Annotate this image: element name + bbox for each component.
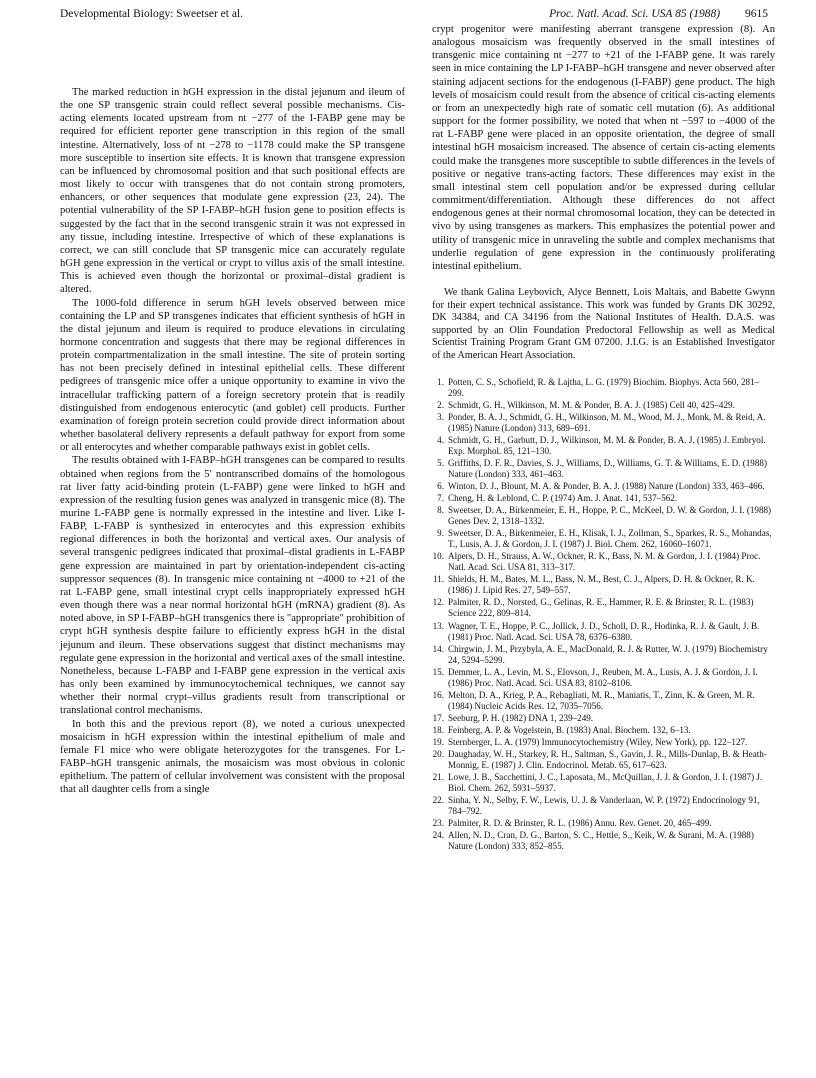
reference-item	[432, 435, 775, 457]
reference-number: 5.	[437, 457, 444, 468]
reference-number: 16.	[432, 689, 444, 700]
reference-number: 15.	[432, 666, 444, 677]
reference-number: 21.	[432, 772, 444, 783]
reference-number: 20.	[432, 749, 444, 760]
reference-item	[432, 830, 775, 852]
reference-text: Seeburg, P. H. (1982) DNA 1, 239–249.	[448, 712, 594, 723]
reference-item	[432, 400, 775, 411]
reference-item	[432, 621, 775, 643]
reference-number: 18.	[432, 724, 444, 735]
running-head-journal	[549, 8, 768, 20]
reference-number: 22.	[432, 795, 444, 806]
reference-text: Shields, H. M., Bates, M. L., Bass, N. M., Best, C. J., Alpers, D. H. & Ockner, R. K. (1986) J. Lipid Res. 27, 549–557.	[448, 574, 755, 596]
reference-item	[432, 713, 775, 724]
reference-text: Palmiter, R. D. & Brinster, R. L. (1986) Annu. Rev. Genet. 20, 465–499.	[448, 818, 712, 829]
acknowledgment: We thank Galina Leybovich, Alyce Bennett, Lois Maltais, and Babette Gwynn for their expert technical assistance. This work was funded by Grants DK 30292, DK 34384, and CA 34196 from the National Institutes of Health. D.A.S. was supported by an Olin Foundation Predoctoral Fellowship as well as Medical Scientist Training Program Grant GM 07200. J.I.G. is an Established Investigator of the American Heart Association.	[432, 286, 775, 361]
reference-number: 8.	[437, 505, 444, 516]
reference-text: Wagner, T. E., Hoppe, P. C., Jollick, J. D., Scholl, D. R., Hodinka, R. J. & Gault, J. B. (1981) Proc. Natl. Acad. Sci. USA 78, 6376–6380.	[448, 620, 760, 642]
reference-number: 10.	[432, 551, 444, 562]
reference-item	[432, 505, 775, 527]
running-head-section: Developmental Biology: Sweetser et al.	[60, 8, 243, 20]
reference-number: 19.	[432, 736, 444, 747]
reference-item	[432, 412, 775, 434]
reference-number: 23.	[432, 818, 444, 829]
right-column	[432, 23, 775, 853]
reference-item	[432, 458, 775, 480]
reference-text: Sweetser, D. A., Birkenmeier, E. H., Hoppe, P. C., McKeel, D. W. & Gordon, J. I. (1988) Genes Dev. 2, 1318–1332.	[448, 505, 772, 527]
reference-item	[432, 377, 775, 399]
reference-item	[432, 725, 775, 736]
reference-number: 24.	[432, 830, 444, 841]
reference-number: 9.	[437, 528, 444, 539]
reference-item	[432, 644, 775, 666]
reference-item	[432, 667, 775, 689]
reference-text: Melton, D. A., Krieg, P. A., Rebagliati, M. R., Maniatis, T., Zinn, K. & Green, M. R. (1984) Nucleic Acids Res. 12, 7035–7056.	[448, 689, 755, 711]
reference-text: Winton, D. J., Blount, M. A. & Ponder, B. A. J. (1988) Nature (London) 333, 463–466.	[448, 480, 765, 491]
reference-text: Sternberger, L. A. (1979) Immunocytochemistry (Wiley, New York), pp. 122–127.	[448, 736, 748, 747]
reference-number: 14.	[432, 643, 444, 654]
page-number: 9615	[745, 8, 768, 20]
reference-item	[432, 574, 775, 596]
reference-text: Feinberg, A. P. & Vogelstein, B. (1983) Anal. Biochem. 132, 6–13.	[448, 724, 691, 735]
reference-number: 11.	[432, 574, 444, 585]
reference-number: 6.	[437, 480, 444, 491]
reference-number: 12.	[432, 597, 444, 608]
reference-text: Schmidt, G. H., Wilkinson, M. M. & Ponder, B. A. J. (1985) Cell 40, 425–429.	[448, 399, 735, 410]
reference-item	[432, 772, 775, 794]
reference-item	[432, 690, 775, 712]
reference-text: Ponder, B. A. J., Schmidt, G. H., Wilkinson, M. M., Wood, M. J., Monk, M. & Reid, A. (1985) Nature (London) 313, 689–691.	[448, 411, 766, 433]
reference-item	[432, 481, 775, 492]
reference-number: 1.	[437, 376, 444, 387]
reference-text: Potten, C. S., Schofield, R. & Lajtha, L. G. (1979) Biochim. Biophys. Acta 560, 281–299.	[448, 376, 760, 398]
reference-item	[432, 528, 775, 550]
reference-text: Palmiter, R. D., Norsted, G., Gelinas, R. E., Hammer, R. E. & Brinster, R. L. (1983) Science 222, 809–814.	[448, 597, 754, 619]
reference-number: 3.	[437, 411, 444, 422]
reference-text: Sinha, Y. N., Selby, F. W., Lewis, U. J. & Vanderlaan, W. P. (1972) Endocrinology 91, 784–792.	[448, 795, 760, 817]
reference-text: Lowe, J. B., Sacchettini, J. C., Laposata, M., McQuillan, J. J. & Gordon, J. I. (1987) J. Biol. Chem. 262, 5931–5937.	[448, 772, 763, 794]
reference-item	[432, 737, 775, 748]
reference-item	[432, 795, 775, 817]
reference-list	[432, 377, 775, 853]
reference-text: Demmer, L. A., Levin, M. S., Elovson, J., Reuben, M. A., Lusis, A. J. & Gordon, J. I. (1986) Proc. Natl. Acad. Sci. USA 83, 8102–8106.	[448, 666, 758, 688]
reference-item	[432, 551, 775, 573]
body-paragraph: The 1000-fold difference in serum hGH levels observed between mice containing the LP and SP transgenes indicates that efficient synthesis of hGH in the distal jejunum and ileum is required to produce elevations in circulating hormone concentration and suggests that there may be regional differences in protein compartmentalization in the small intestine. The site of protein sorting has not been precisely defined in intestinal epithelial cells. These different pedigrees of transgenic mice offer a unique opportunity to examine in vivo the intracellular trafficking pattern of a foreign secretory protein that is readily distinguished from endogenous enterocytic (and goblet) cell products. Further examination of foreign protein secretion could provide direct information about whether basolateral delivery represents a default pathway for export from some or all enterocytes and whether comparable pathways exist in goblet cells.	[60, 297, 405, 454]
reference-text: Alpers, D. H., Strauss, A. W., Ockner, R. K., Bass, N. M. & Gordon, J. I. (1984) Proc. Natl. Acad. Sci. USA 81, 313–317.	[448, 551, 761, 573]
reference-number: 4.	[437, 434, 444, 445]
body-paragraph: The results obtained with I-FABP–hGH transgenes can be compared to results obtained when regions from the 5′ nontranscribed domains of the homologous rat liver fatty acid-binding protein (L-FABP) gene were linked to hGH and expression of the resulting fusion genes was analyzed in transgenic mice (8). The murine L-FABP gene is normally expressed in the intestine and liver. Like I-FABP, L-FABP is synthesized in enterocytes and this expression exhibits regional differences in both the horizontal and vertical axes. Our analysis of several transgenic pedigrees indicated that proximal–distal gradients in L-FABP gene expression are maintained in part by orientation-independent cis-acting suppressor sequences (8). In transgenic mice containing nt −4000 to +21 of the rat L-FABP gene, small intestinal crypt cells inappropriately expressed hGH even though there was a near normal horizontal hGH (mRNA) gradient (8). As noted above, in SP I-FABP–hGH transgenics there is "appropriate" prohibition of crypt hGH synthesis despite failure to efficiently express hGH in the distal jejunum and ileum. These observations suggest that distinct mechanisms may regulate gene expression in the horizontal and vertical axes of the small intestine. Nonetheless, because L-FABP and I-FABP gene expression in the vertical axis has only been examined by immunocytochemical techniques, we cannot say whether their normal crypt–villus gradients result from transcriptional or translational control mechanisms.	[60, 455, 405, 717]
reference-number: 17.	[432, 712, 444, 723]
reference-text: Cheng, H. & Leblond, C. P. (1974) Am. J. Anat. 141, 537–562.	[448, 493, 678, 503]
reference-text: Daughaday, W. H., Starkey, R. H., Saltman, S., Gavin, J. R., Mills-Dunlap, B. & Heath-Monnig, E. (1987) J. Clin. Endocrinol. Metab. 65, 617–623.	[448, 749, 767, 771]
reference-number: 13.	[432, 620, 444, 631]
reference-text: Sweetser, D. A., Birkenmeier, E. H., Klisak, I. J., Zollman, S., Sparkes, R. S., Mohandas, T., Lusis, A. J. & Gordon, J. I. (1987) J. Biol. Chem. 262, 16060–16071.	[448, 528, 772, 550]
reference-number: 7.	[437, 493, 444, 503]
body-paragraph: The marked reduction in hGH expression in the distal jejunum and ileum of the one SP transgenic strain could reflect several possible mechanisms. Cis-acting elements located upstream from nt −277 of the I-FABP gene may be required for efficient reporter gene transcription in this region of the small intestine. Alternatively, loss of nt −278 to −1178 could make the SP transgene more susceptible to insertion site effects. It is known that transgene expression can be influenced by chromosomal position and that such positional effects are most likely to occur with transgenes that do not contain strong promoters, enhancers, or other sequences that modulate gene expression (23, 24). The potential vulnerability of the SP I-FABP–hGH fusion gene to position effects is suggested by the fact that in the second transgenic strain it was not expressed in any tissue, including intestine. Irrespective of which of these explanations is correct, we can still conclude that SP transgenic mice can accurately regulate hGH gene expression in the vertical or crypt to villus axis of the small intestine. This is achieved even though the horizontal or proximal–distal gradient is altered.	[60, 87, 405, 296]
reference-text: Griffiths, D. F. R., Davies, S. J., Williams, D., Williams, G. T. & Williams, E. D. (1988) Nature (London) 333, 461–463.	[448, 457, 767, 479]
journal-citation: Proc. Natl. Acad. Sci. USA 85 (1988)	[549, 8, 721, 20]
reference-item	[432, 749, 775, 771]
reference-item	[432, 597, 775, 619]
reference-text: Schmidt, G. H., Garbutt, D. J., Wilkinson, M. M. & Ponder, B. A. J. (1985) J. Embryol. Exp. Morphol. 85, 121–130.	[448, 434, 766, 456]
reference-text: Allen, N. D., Cran, D. G., Barton, S. C., Hettle, S., Keik, W. & Surani, M. A. (1988) Nature (London) 333, 852–855.	[448, 830, 754, 852]
body-paragraph: In both this and the previous report (8), we noted a curious unexpected mosaicism in hGH expression within the intestinal epithelium of male and female F1 mice who were obligate heterozygotes for the transgenes. For L-FABP–hGH transgenic animals, the mosaicism was most obvious in colonic epithelium. The pattern of cellular involvement was consistent with the proposal that all daughter cells from a single	[60, 718, 405, 796]
left-column	[60, 86, 405, 796]
body-paragraph: crypt progenitor were manifesting aberrant transgene expression (8). An analogous mosaicism was frequently observed in the small intestines of transgenic mice containing nt −277 to +21 of the I-FABP gene. It was rarely seen in mice containing the LP I-FABP–hGH transgene and never observed after staining adjacent sections for the endogenous (I-FABP) gene product. The high levels of mosaicism could result from the absence of critical cis-acting elements or from an unexpectedly high rate of somatic cell mutation (6). As additional support for the former possibility, we noted that when nt −597 to −4000 of the rat L-FABP gene were placed in an opposite orientation, the degree of small intestinal hGH mosaicism increased. The absence of certain cis-acting elements could make the transgenes more susceptible to subtle differences in the levels of positive or negative trans-acting factors. These differences may exist in the small intestinal stem cell population and/or be expressed during cellular commitment/differentiation. Although these differences do not affect endogenous genes at their normal chromosomal location, they can be detected in vivo by using transgenes as markers. This emphasizes the potential power and utility of transgenic mice in unraveling the subtle and complex mechanisms that underlie regulation of gene expression in the continuously proliferating intestinal epithelium.	[432, 24, 775, 272]
reference-item	[432, 493, 775, 504]
reference-number: 2.	[437, 399, 444, 410]
reference-text: Chirgwin, J. M., Przybyla, A. E., MacDonald, R. J. & Rutter, W. J. (1979) Biochemistry 24, 5294–5299.	[448, 643, 768, 665]
reference-item	[432, 818, 775, 829]
